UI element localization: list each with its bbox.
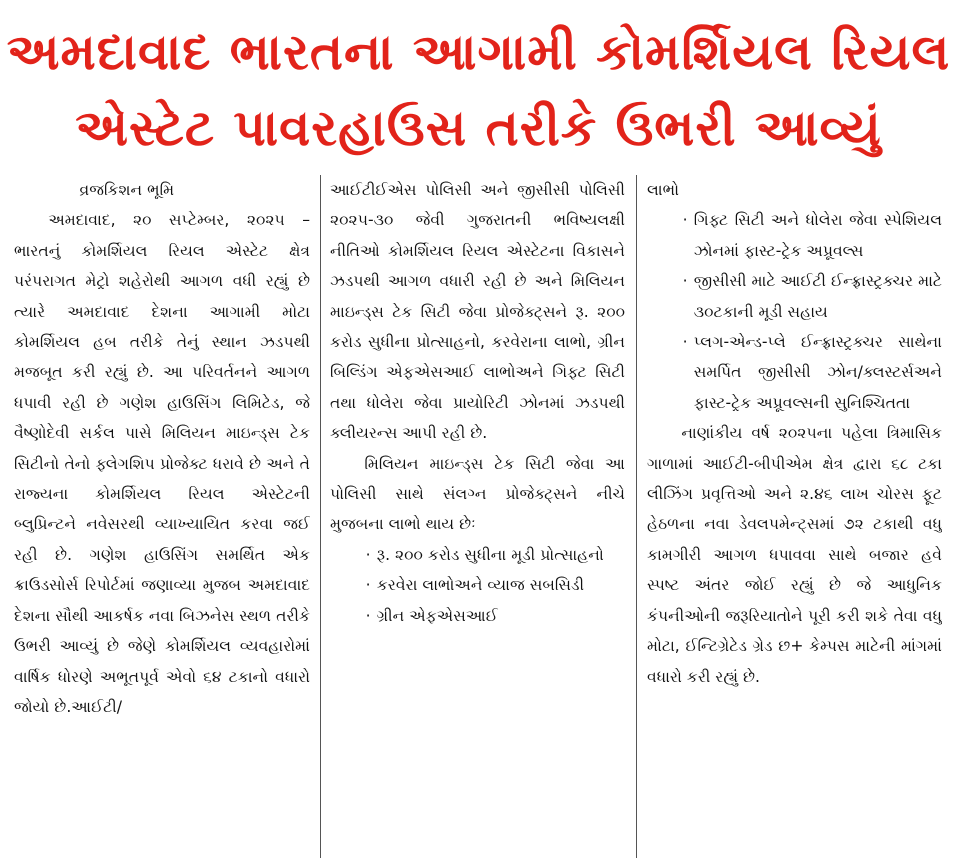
bullet-dot: · <box>365 576 371 595</box>
list-item-text: ગ્રીન એફએસઆઈ <box>376 606 498 625</box>
list-item <box>647 205 942 266</box>
column-divider-2 <box>636 175 637 858</box>
bullet-dot: · <box>682 333 688 352</box>
list-item <box>330 601 625 631</box>
list-item <box>330 570 625 600</box>
column-3-paragraph: નાણાંકીય વર્ષ ૨૦૨૫ના પહેલા ત્રિમાસિક ગાળામાં આઈટી-બીપીએમ ક્ષેત્ર દ્વારા ૬૮ ટકા લીઝિંગ પ્રવૃત્તિઓ અને ૨.૪૬ લાખ ચોરસ ફૂટ હેઠળના નવા ડેવલપમેન્ટ્સમાં ૭૨ ટકાથી વધુ કામગીરી આગળ ધપાવવા સાથે બજાર હવે સ્પષ્ટ અંતર જોઈ રહ્યું છે જે આધુનિક કંપનીઓની જરૂરિયાતોને પૂરી કરી શકે તેવા વધુ મોટા, ઈન્ટિગ્રેટેડ ગ્રેડ છ+ કેમ્પસ માટેની માંગમાં વધારો કરી રહ્યું છે. <box>647 424 942 686</box>
column-divider-1 <box>320 175 321 858</box>
list-item <box>647 327 942 418</box>
bullet-dot: · <box>682 211 688 230</box>
list-item-text: ગિફ્ટ સિટી અને ધોલેરા જેવા સ્પેશિયલ ઝોનમાં ફાસ્ટ-ટ્રેક અપ્રૂવલ્સ <box>693 211 942 260</box>
bullet-dot: · <box>682 272 688 291</box>
headline <box>0 14 957 166</box>
bullet-dot: · <box>365 606 371 625</box>
column-2-paragraph-2: મિલિયન માઇન્ડ્સ ટેક સિટી જેવા આ પોલિસી સાથે સંલગ્ન પ્રોજેક્ટ્સને નીચે મુજબના લાભો થાય છેઃ <box>330 454 625 534</box>
column-1-body: અમદાવાદ, ૨૦ સપ્ટેમ્બર, ૨૦૨૫ – ભારતનું કોમર્શિયલ રિયલ એસ્ટેટ ક્ષેત્ર પરંપરાગત મેટ્રો શહેરોથી આગળ વધી રહ્યું છે ત્યારે અમદાવાદ દેશના આગામી મોટા કોમર્શિયલ હબ તરીકે તેનું સ્થાન ઝડપથી મજબૂત કરી રહ્યું છે. આ પરિવર્તનને આગળ ધપાવી રહી છે ગણેશ હાઉસિંગ લિમિટેડ, જે વૈષ્ણોદેવી સર્કલ પાસે મિલિયન માઇન્ડ્સ ટેક સિટીનો તેનો ફ્લેગશિપ પ્રોજેક્ટ ધરાવે છે અને તે રાજ્યના કોમર્શિયલ રિયલ એસ્ટેટની બ્લુપ્રિન્ટને નવેસરથી વ્યાખ્યાયિત કરવા જઈ રહી છે. ગણેશ હાઉસિંગ સમર્થિત એક ક્રાઉડસોર્સ રિપોર્ટમાં જણાવ્યા મુજબ અમદાવાદ દેશના સૌથી આકર્ષક નવા બિઝનેસ સ્થળ તરીકે ઉભરી આવ્યું છે જેણે કોમર્શિયલ વ્યવહારોમાં વાર્ષિક ધોરણે અભૂતપૂર્વ એવો ૬૪ ટકાનો વધારો જોયો છે.આઈટી/ <box>14 211 310 716</box>
column-3-lead: લાભો <box>647 181 679 199</box>
list-item-text: પ્લગ-એન્ડ-પ્લે ઈન્ફ્રાસ્ટ્રક્ચર સાથેના સમર્પિત જીસીસી ઝોન/ક્લસ્ટર્સઅને ફાસ્ટ-ટ્રેક અપ્રૂવલ્સની સુનિશ્ચિતતા <box>693 333 942 412</box>
byline: વ્રજકિશન ભૂમિ <box>79 181 175 199</box>
list-item-text: જીસીસી માટે આઈટી ઈન્ફ્રાસ્ટ્રક્ચર માટે ૩૦ટકાની મૂડી સહાય <box>693 272 942 321</box>
list-item <box>647 266 942 327</box>
column-1 <box>14 175 310 858</box>
article-columns <box>0 175 957 858</box>
headline-line-1: અમદાવાદ ભારતના આગામી કોમર્શિયલ રિયલ <box>6 23 951 81</box>
list-item <box>330 540 625 570</box>
list-item-text: રૂ. ૨૦૦ કરોડ સુધીના મૂડી પ્રોત્સાહનો <box>376 545 604 564</box>
bullet-dot: · <box>365 545 371 564</box>
column-3 <box>647 175 942 858</box>
column-2 <box>330 175 625 858</box>
list-item-text: કરવેરા લાભોઅને વ્યાજ સબસિડી <box>376 576 585 595</box>
column-2-paragraph-1: આઈટીઈએસ પોલિસી અને જીસીસી પોલિસી ૨૦૨૫-૩૦ જેવી ગુજરાતની ભવિષ્યલક્ષી નીતિઓ કોમર્શિયલ રિયલ એસ્ટેટના વિકાસને ઝડપથી આગળ વધારી રહી છે અને મિલિયન માઇન્ડ્સ ટેક સિટી જેવા પ્રોજેક્ટ્સને રૂ. ૨૦૦ કરોડ સુધીના પ્રોત્સાહનો, કરવેરાના લાભો, ગ્રીન બિલ્ડિંગ એફએસઆઈ લાભોઅને ગિફ્ટ સિટી તથા ધોલેરા જેવા પ્રાયોરિટી ઝોનમાં ઝડપથી ક્લીયરન્સ આપી રહી છે. <box>330 181 625 443</box>
headline-line-2: એસ્ટેટ પાવરહાઉસ તરીકે ઉભરી આવ્યું <box>75 99 882 157</box>
